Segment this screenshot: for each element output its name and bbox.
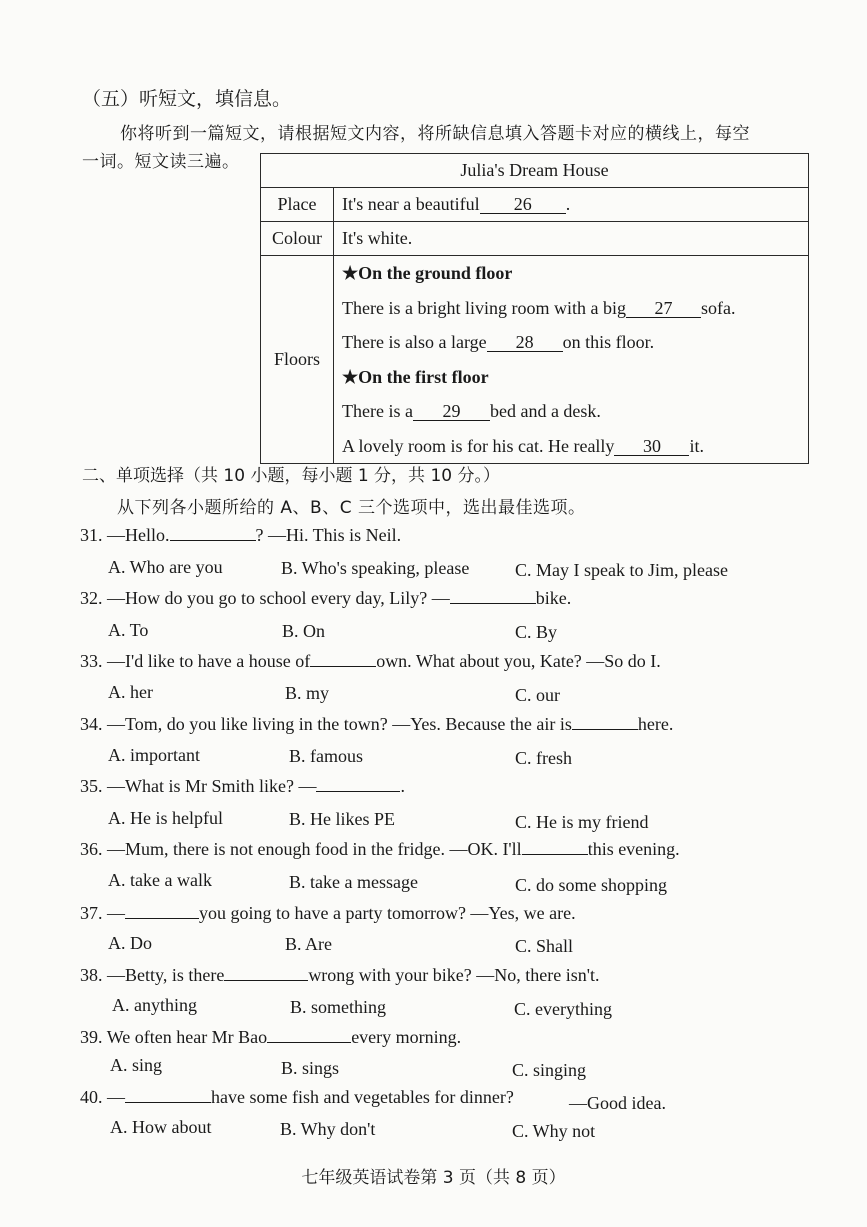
question-text: 38. <box>80 965 103 985</box>
section-2-instruction: 从下列各小题所给的 A、B、C 三个选项中，选出最佳选项。 <box>117 498 586 518</box>
g1-text: There is a bright living room with a big <box>342 297 626 318</box>
option-b: B. famous <box>289 746 363 766</box>
question-text: —Betty, is there <box>107 965 225 985</box>
answer-blank <box>125 918 199 919</box>
first-floor-heading: ★On the first floor <box>342 366 489 387</box>
option-c: C. do some shopping <box>515 875 668 895</box>
question-text: 33. <box>80 651 103 671</box>
g2-text: There is also a large <box>342 332 487 352</box>
place-label: Place <box>261 188 334 222</box>
option-b: B. my <box>285 683 330 703</box>
option-a: A. He is helpful <box>108 808 223 828</box>
question-40 <box>80 1087 514 1108</box>
option-a: A. To <box>108 620 149 640</box>
option-a: A. sing <box>110 1055 163 1075</box>
answer-blank <box>170 540 256 541</box>
question-text: bike. <box>535 588 572 608</box>
answer-blank <box>224 980 308 981</box>
section-2-title: 二、单项选择（共 10 小题，每小题 1 分，共 10 分。） <box>82 466 501 486</box>
ground-floor-line2 <box>334 325 808 360</box>
question-text: 37. <box>80 903 103 923</box>
question-text: have some fish and vegetables for dinner? <box>211 1087 514 1107</box>
question-text: 35. <box>80 776 103 796</box>
question-text: We often hear Mr Bao <box>106 1027 268 1047</box>
option-a: A. Do <box>108 933 152 953</box>
question-text: 34. <box>80 714 103 734</box>
place-value <box>334 188 809 222</box>
answer-blank <box>450 603 536 604</box>
place-text: It's near a beautiful <box>342 194 480 214</box>
question-38 <box>80 965 600 986</box>
question-text: — <box>107 903 125 923</box>
question-text: own. What about you, Kate? —So do I. <box>376 651 661 671</box>
question-text: you going to have a party tomorrow? —Yes, we are. <box>199 903 576 923</box>
blank-30: 30 <box>614 437 689 456</box>
option-a: A. anything <box>112 995 197 1015</box>
option-a: A. important <box>108 745 200 765</box>
option-b: B. Why don't <box>280 1119 376 1139</box>
first-floor-line2 <box>334 429 808 464</box>
answer-blank <box>310 666 376 667</box>
option-c: C. Why not <box>512 1121 596 1141</box>
question-text: 39. <box>80 1027 103 1047</box>
question-37 <box>80 903 576 924</box>
question-text: —Tom, do you like living in the town? —Yes. Because the air is <box>107 714 572 734</box>
answer-blank <box>316 791 400 792</box>
question-text: ? —Hi. This is Neil. <box>255 525 402 545</box>
question-34 <box>80 714 673 735</box>
question-text: 36. <box>80 839 103 859</box>
question-32 <box>80 588 571 609</box>
floors-label: Floors <box>261 256 334 464</box>
option-c: C. fresh <box>515 748 572 768</box>
colour-value: It's white. <box>334 222 809 256</box>
f2-text: A lovely room is for his cat. He really <box>342 435 615 456</box>
option-a: A. How about <box>110 1117 212 1137</box>
option-a: A. Who are you <box>108 557 223 577</box>
option-b: B. Are <box>285 934 332 954</box>
dream-house-table <box>260 153 809 464</box>
blank-27: 27 <box>626 299 701 318</box>
question-33 <box>80 651 661 672</box>
table-header: Julia's Dream House <box>261 154 809 188</box>
question-40-reply: —Good idea. <box>569 1093 666 1113</box>
question-text: every morning. <box>351 1027 462 1047</box>
question-text: 32. <box>80 588 103 608</box>
first-floor-line1 <box>334 394 808 429</box>
question-text: —Hello. <box>107 525 170 545</box>
question-text: —How do you go to school every day, Lily? — <box>107 588 450 608</box>
colour-label: Colour <box>261 222 334 256</box>
option-c: C. He is my friend <box>515 812 649 832</box>
option-a: A. her <box>108 682 153 702</box>
question-text: here. <box>637 714 674 734</box>
question-text: —What is Mr Smith like? — <box>107 776 317 796</box>
f1-text: There is a <box>342 401 413 421</box>
option-c: C. our <box>515 685 560 705</box>
option-b: B. On <box>282 621 326 641</box>
page-footer: 七年级英语试卷第 3 页（共 8 页） <box>301 1168 566 1188</box>
blank-26: 26 <box>480 195 566 214</box>
option-c: C. By <box>515 622 558 642</box>
answer-blank <box>572 729 638 730</box>
blank-28: 28 <box>487 333 563 352</box>
option-b: B. take a message <box>289 872 418 892</box>
f2-end: it. <box>689 435 704 456</box>
option-a: A. take a walk <box>108 870 212 890</box>
option-c: C. May I speak to Jim, please <box>515 560 728 580</box>
option-b: B. sings <box>281 1058 340 1078</box>
ground-floor-line1 <box>334 291 808 326</box>
floors-value <box>334 256 809 464</box>
question-text: 40. <box>80 1087 103 1107</box>
option-b: B. Who's speaking, please <box>281 558 470 578</box>
answer-blank <box>267 1042 351 1043</box>
question-39 <box>80 1027 461 1048</box>
option-c: C. everything <box>514 999 612 1019</box>
option-c: C. singing <box>512 1060 587 1080</box>
question-text: 31. <box>80 525 103 545</box>
section-5-instruction-line2: 一词。短文读三遍。 <box>82 152 240 172</box>
question-36 <box>80 839 680 860</box>
f1-end: bed and a desk. <box>489 401 601 421</box>
question-text: —Mum, there is not enough food in the fridge. —OK. I'll <box>107 839 522 859</box>
question-text: this evening. <box>587 839 680 859</box>
section-5-title: （五）听短文，填信息。 <box>82 88 292 110</box>
option-b: B. He likes PE <box>289 809 395 829</box>
section-5-instruction-line1: 你将听到一篇短文，请根据短文内容，将所缺信息填入答题卡对应的横线上，每空 <box>120 124 750 144</box>
option-c: C. Shall <box>515 936 574 956</box>
question-text: —I'd like to have a house of <box>107 651 311 671</box>
answer-blank <box>522 854 588 855</box>
answer-blank <box>125 1102 211 1103</box>
ground-floor-heading: ★On the ground floor <box>342 263 513 283</box>
blank-29: 29 <box>413 402 490 421</box>
g1-end: sofa. <box>700 297 736 318</box>
question-text: — <box>107 1087 125 1107</box>
question-31 <box>80 525 401 546</box>
question-35 <box>80 776 405 797</box>
question-text: . <box>400 776 405 796</box>
option-b: B. something <box>290 997 387 1017</box>
g2-end: on this floor. <box>562 332 655 352</box>
question-text: wrong with your bike? —No, there isn't. <box>308 965 600 985</box>
place-end: . <box>565 194 571 214</box>
